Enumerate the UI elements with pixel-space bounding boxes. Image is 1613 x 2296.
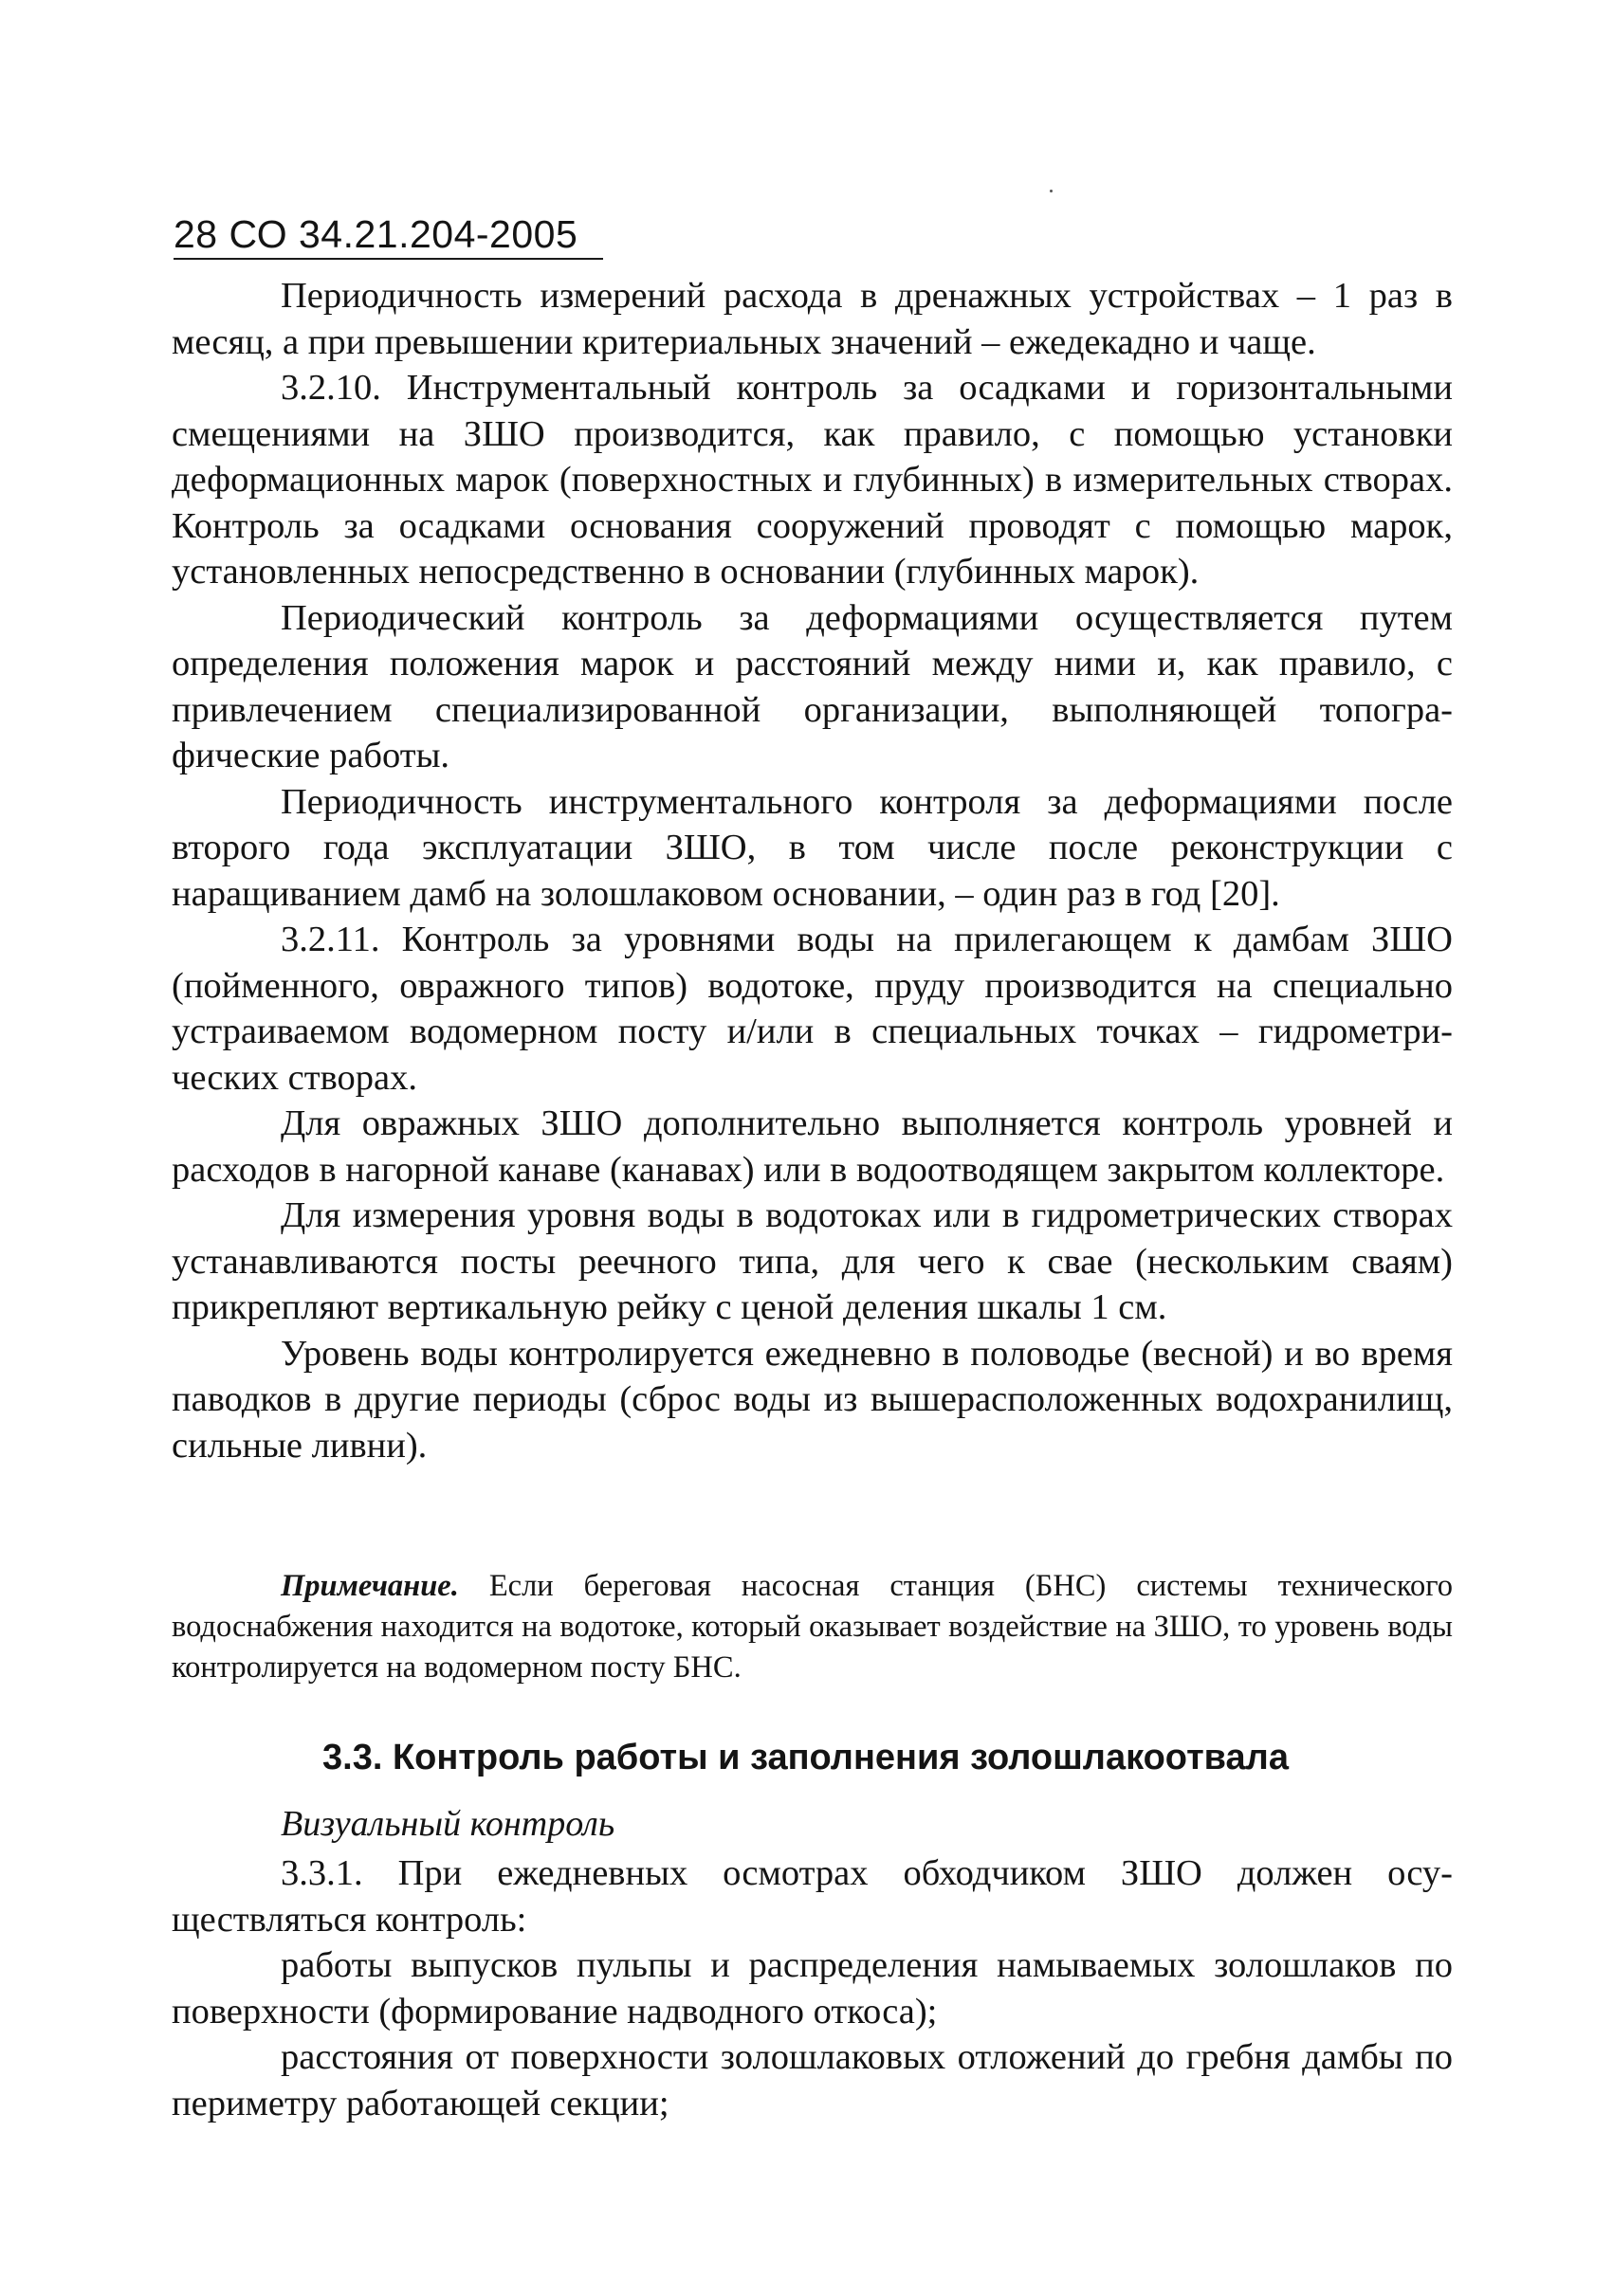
body-section-3-2: [172, 273, 1453, 1468]
paragraph-3-3-1: 3.3.1. При ежедневных осмотрах обходчиком ЗШО должен осу-ществляться контроль:: [172, 1853, 1453, 1940]
paragraph-drainage-frequency: Периодичность измерений расхода в дренажных устройствах – 1 раз в месяц, а при превышении критериальных значений – ежедекадно и чаще.: [172, 276, 1453, 362]
paragraph-water-level-daily: Уровень воды контролируется ежедневно в половодье (весной) и во время паводков в другие периоды (сброс воды из вышерасположенных водохранилищ, сильные ливни).: [172, 1333, 1453, 1466]
section-title-3-3: 3.3. Контроль работы и заполнения золошлакоотвала: [322, 1738, 1289, 1777]
paragraph-instrumental-frequency: Периодичность инструментального контроля за деформациями после второго года эксплуатации ЗШО, в том числе после реконструкции с наращиванием дамб на золошлаковом основании, – один раз в год [20].: [172, 781, 1453, 914]
paragraph-pulp-outlets: работы выпусков пульпы и распределения намываемых золошлаков по поверхности (формирование надводного откоса);: [172, 1945, 1453, 2032]
paragraph-distance-to-crest: расстояния от поверхности золошлаковых отложений до гребня дамбы по периметру работающей секции;: [172, 2037, 1453, 2123]
paragraph-ravine-zsho: Для овражных ЗШО дополнительно выполняется контроль уровней и расходов в нагорной канаве (канавах) или в водоотводящем закрытом коллекторе.: [172, 1103, 1453, 1190]
note-label: Примечание.: [281, 1569, 459, 1603]
scan-speck: [1050, 190, 1053, 192]
paragraph-3-2-10: 3.2.10. Инструментальный контроль за осадками и горизонтальными смещениями на ЗШО производится, как правило, с помощью установки деформационных марок (поверхностных и глубинных) в измерительных створах. Контроль за осадками основания сооружений проводят с помощью марок, установленных непосредственно в основании (глубинных марок).: [172, 368, 1453, 592]
note-block: [172, 1566, 1453, 1688]
paragraph-3-2-11: 3.2.11. Контроль за уровнями воды на прилегающем к дамбам ЗШО (пойменного, овражного типов) водотоке, пруду производится на специально устраиваемом водомерном посту и/или в специальных точках – гидрометри-ческих створах.: [172, 920, 1453, 1098]
header-underline: [174, 258, 603, 260]
paragraph-periodic-control: Периодический контроль за деформациями осуществляется путем определения положения марок и расстояний между ними и, как правило, с привлечением специализированной организации, выполняющей топогра-фические работы.: [172, 597, 1453, 775]
subheading-visual-control: Визуальный контроль: [281, 1804, 615, 1844]
note-text: Если береговая насосная станция (БНС) системы технического водоснабжения находится на водотоке, который оказывает воздействие на ЗШО, то уровень воды контролируется на водомерном посту БНС.: [172, 1569, 1453, 1685]
page-header: 28 СО 34.21.204-2005: [174, 212, 578, 256]
body-section-3-3: [172, 1850, 1453, 2126]
paragraph-water-level-measurement: Для измерения уровня воды в водотоках или в гидрометрических створах устанавливаются посты реечного типа, для чего к свае (нескольким сваям) прикрепляют вертикальную рейку с ценой деления шкалы 1 см.: [172, 1195, 1453, 1327]
